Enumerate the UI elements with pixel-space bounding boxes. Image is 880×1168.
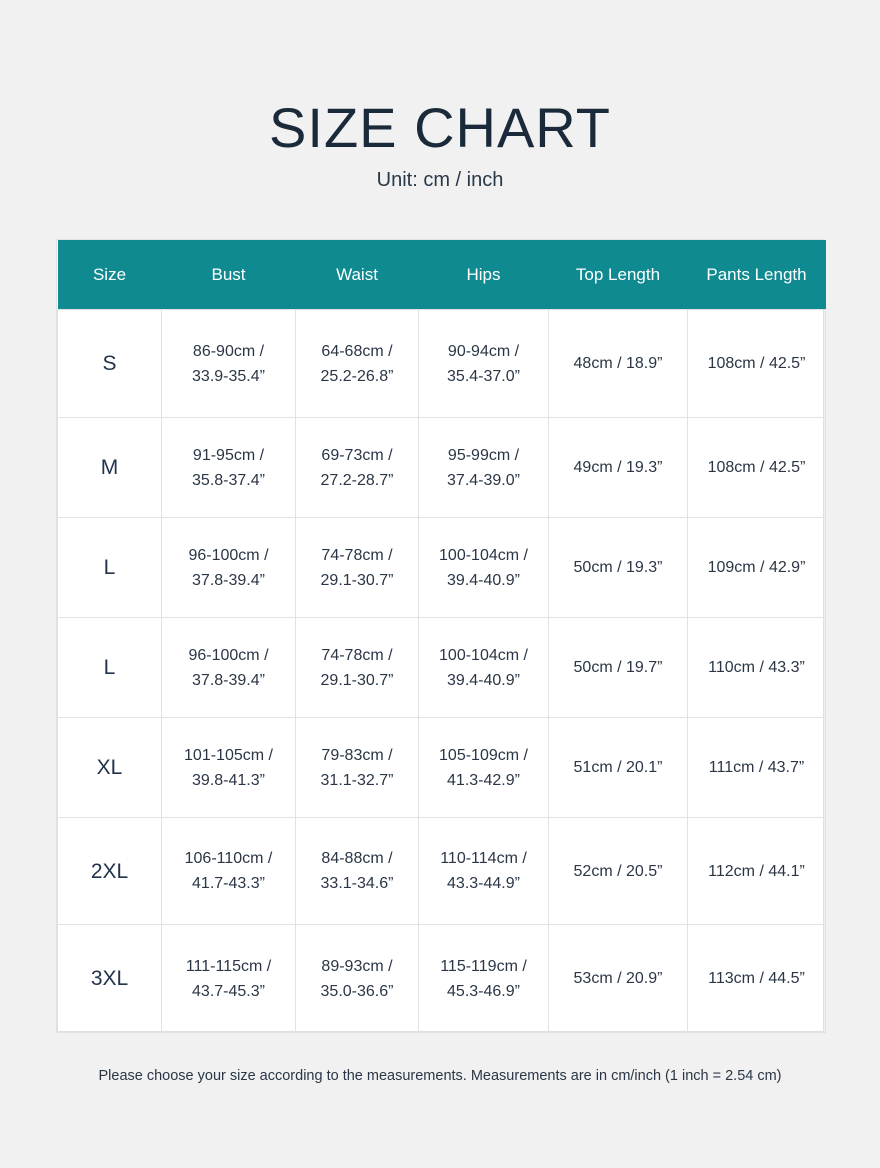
hips-cm: 110-114cm /	[440, 850, 527, 867]
table-row	[58, 418, 826, 518]
unit-subtitle: Unit: cm / inch	[376, 169, 504, 191]
waist-inch: 35.0-36.6”	[320, 982, 394, 1000]
waist-inch: 27.2-28.7”	[320, 471, 394, 489]
table-body	[58, 310, 826, 1033]
hips-cm: 105-109cm /	[439, 746, 528, 764]
waist-inch: 25.2-26.8”	[320, 367, 394, 385]
pants-length-cell: 108cm / 42.5”	[688, 418, 826, 518]
bust-cell	[162, 310, 296, 418]
page-title: SIZE CHART	[269, 96, 611, 159]
pants-length-cell: 110cm / 43.3”	[688, 618, 826, 718]
table-header	[58, 240, 826, 310]
hips-inch: 37.4-39.0”	[447, 471, 520, 489]
hips-cell	[419, 310, 549, 418]
hips-inch: 39.4-40.9”	[447, 571, 520, 589]
hips-inch: 41.3-42.9”	[447, 771, 520, 789]
waist-inch: 29.1-30.7”	[320, 571, 394, 589]
waist-cell	[296, 518, 419, 618]
bust-inch: 35.8-37.4”	[192, 471, 265, 489]
waist-cm: 84-88cm /	[321, 850, 393, 867]
table-row	[58, 618, 826, 718]
table-row	[58, 718, 826, 818]
column-header-pants-length: Pants Length	[688, 240, 826, 310]
waist-cell	[296, 925, 419, 1033]
pants-length-cell: 109cm / 42.9”	[688, 518, 826, 618]
bust-inch: 43.7-45.3”	[192, 982, 265, 1000]
column-header-size: Size	[58, 240, 162, 310]
bust-cell	[162, 925, 296, 1033]
bust-cell	[162, 718, 296, 818]
top-length-cell: 50cm / 19.3”	[549, 518, 688, 618]
hips-cell	[419, 818, 549, 925]
waist-cm: 74-78cm /	[321, 546, 393, 564]
table-row	[58, 310, 826, 418]
waist-cm: 89-93cm /	[321, 957, 393, 975]
hips-inch: 45.3-46.9”	[447, 982, 520, 1000]
bust-cm: 86-90cm /	[192, 342, 265, 360]
bust-cm: 101-105cm /	[184, 746, 273, 764]
waist-cell	[296, 310, 419, 418]
column-header-top-length: Top Length	[549, 240, 688, 310]
size-cell: L	[58, 518, 162, 618]
table-row	[58, 518, 826, 618]
hips-cell	[419, 518, 549, 618]
waist-cell	[296, 618, 419, 718]
waist-inch: 31.1-32.7”	[320, 771, 394, 789]
hips-cell	[419, 925, 549, 1033]
table-row	[58, 818, 826, 925]
hips-inch: 43.3-44.9”	[447, 875, 520, 892]
top-length-cell: 50cm / 19.7”	[549, 618, 688, 718]
hips-cm: 115-119cm /	[440, 957, 527, 975]
bust-cm: 91-95cm /	[192, 446, 265, 464]
size-chart-table	[57, 240, 826, 1033]
bust-cell	[162, 818, 296, 925]
pants-length-cell: 112cm / 44.1”	[688, 818, 826, 925]
hips-cell	[419, 618, 549, 718]
top-length-cell: 49cm / 19.3”	[549, 418, 688, 518]
hips-cell	[419, 418, 549, 518]
bust-cell	[162, 618, 296, 718]
size-cell: 3XL	[58, 925, 162, 1033]
pants-length-cell: 108cm / 42.5”	[688, 310, 826, 418]
pants-length-cell: 113cm / 44.5”	[688, 925, 826, 1033]
hips-cm: 100-104cm /	[439, 646, 528, 664]
waist-cell	[296, 818, 419, 925]
bust-cm: 106-110cm /	[184, 850, 273, 867]
bust-inch: 33.9-35.4”	[192, 367, 265, 385]
waist-cm: 64-68cm /	[321, 342, 393, 360]
size-cell: L	[58, 618, 162, 718]
waist-cm: 79-83cm /	[321, 746, 393, 764]
bust-inch: 37.8-39.4”	[192, 571, 265, 589]
waist-cm: 74-78cm /	[321, 646, 393, 664]
bust-cell	[162, 518, 296, 618]
top-length-cell: 53cm / 20.9”	[549, 925, 688, 1033]
pants-length-cell: 111cm / 43.7”	[688, 718, 826, 818]
column-header-bust: Bust	[162, 240, 296, 310]
hips-cell	[419, 718, 549, 818]
bust-cm: 96-100cm /	[188, 646, 269, 664]
waist-cm: 69-73cm /	[321, 446, 393, 464]
hips-inch: 39.4-40.9”	[447, 671, 520, 689]
bust-inch: 41.7-43.3”	[192, 875, 265, 892]
waist-inch: 29.1-30.7”	[320, 671, 394, 689]
bust-cm: 96-100cm /	[188, 546, 269, 564]
header-row	[58, 240, 826, 310]
size-cell: 2XL	[58, 818, 162, 925]
hips-cm: 100-104cm /	[439, 546, 528, 564]
table-row	[58, 925, 826, 1033]
top-length-cell: 52cm / 20.5”	[549, 818, 688, 925]
waist-cell	[296, 718, 419, 818]
bust-inch: 39.8-41.3”	[192, 771, 265, 789]
size-cell: M	[58, 418, 162, 518]
hips-cm: 90-94cm /	[447, 342, 520, 360]
top-length-cell: 51cm / 20.1”	[549, 718, 688, 818]
hips-inch: 35.4-37.0”	[447, 367, 520, 385]
size-chart-table-container	[56, 239, 824, 1032]
bust-cm: 111-115cm /	[185, 957, 272, 975]
size-cell: S	[58, 310, 162, 418]
waist-cell	[296, 418, 419, 518]
bust-cell	[162, 418, 296, 518]
size-cell: XL	[58, 718, 162, 818]
bust-inch: 37.8-39.4”	[192, 671, 265, 689]
column-header-waist: Waist	[296, 240, 419, 310]
hips-cm: 95-99cm /	[447, 446, 520, 464]
column-header-hips: Hips	[419, 240, 549, 310]
top-length-cell: 48cm / 18.9”	[549, 310, 688, 418]
waist-inch: 33.1-34.6”	[320, 875, 394, 892]
measurement-footnote: Please choose your size according to the measurements. Measurements are in cm/inch (1 inch = 2.54 cm)	[98, 1068, 782, 1084]
